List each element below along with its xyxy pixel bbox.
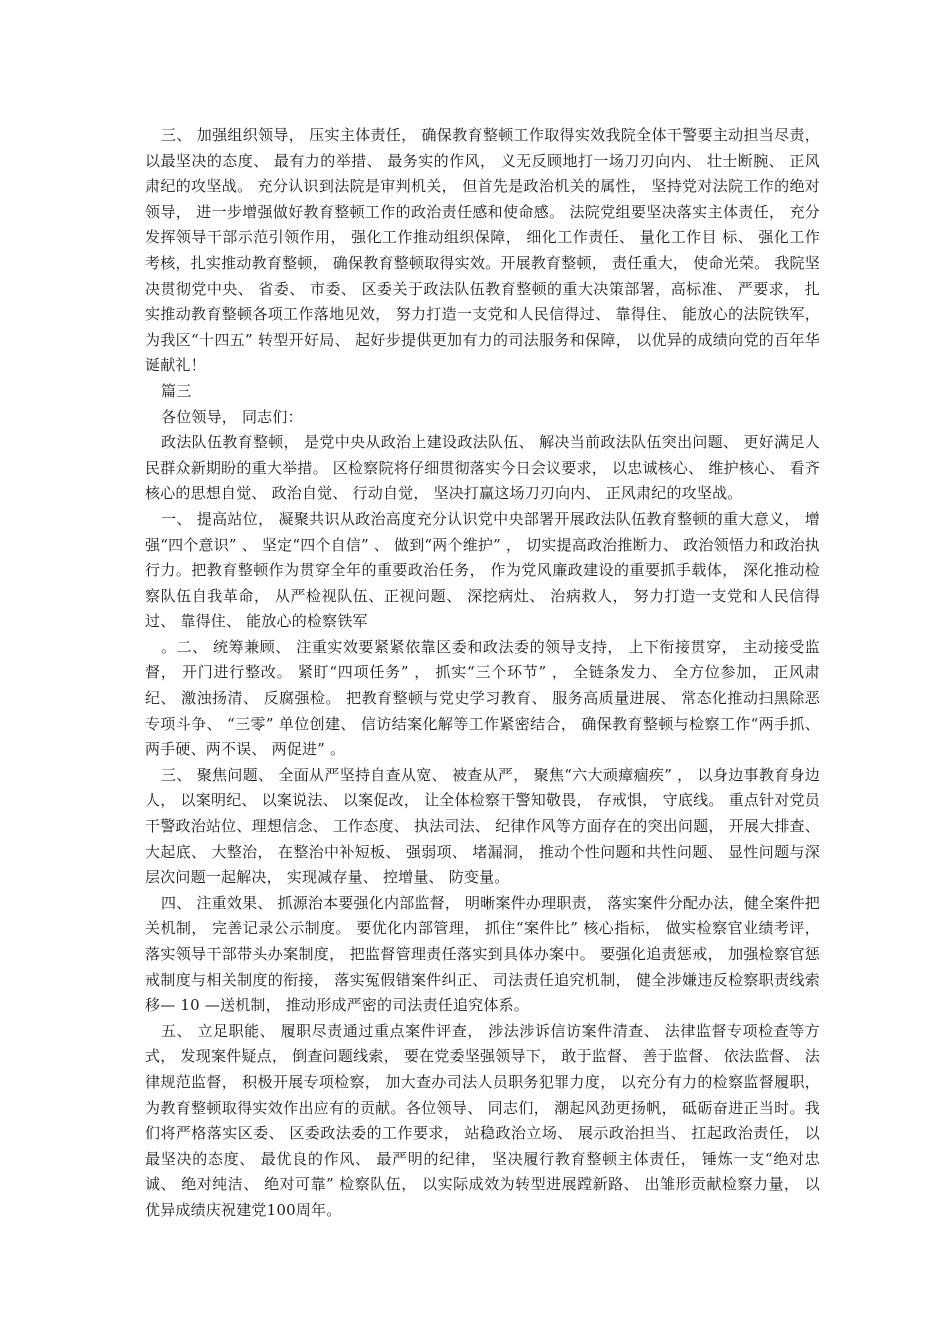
paragraph-point-one: 一、 提高站位， 凝聚共识从政治高度充分认识党中央部署开展政法队伍教育整顿的重大意义， 增强“四个意识” 、 坚定“四个自信” 、 做到“两个维护” ， 切实提高政治推断力、 政治领悟力和政治执行力。把教育整顿作为贯穿全年的重要政治任务， 作为党风廉政建设的重要抓手载体， 深化推动检察队伍自我革命， 从严检视队伍、正视问题、 深挖病灶、 治病救人， 努力打造一支党和人民信得过、 靠得住、 能放心的检察铁军	[145, 509, 820, 631]
paragraph-point-three: 三、 聚焦问题、 全面从严坚持自查从宽、 被查从严， 聚焦“六大顽瘴痼疾” ， 以身边事教育身边人， 以案明纪、 以案说法、 以案促改， 让全体检察干警知敬畏， 存戒惧， 守底线。 重点针对党员干警政治站位、理想信念、 工作态度、 执法司法、 纪律作风等方面存在的突出问题， 开展大排查、 大起底、 大整治， 在整治中补短板、 强弱项、 堵漏洞， 推动个性问题和共性问题、 显性问题与深层次问题一起解决， 实现减存量、 控增量、 防变量。	[145, 765, 820, 887]
paragraph-section-three-court: 三、 加强组织领导， 压实主体责任， 确保教育整顿工作取得实效我院全体干警要主动担当尽责， 以最坚决的态度、 最有力的举措、 最务实的作风， 义无反顾地打一场刀刃向内、 壮士断腕、 正风肃纪的攻坚战。 充分认识到法院是审判机关， 但首先是政治机关的属性， 坚持党对法院工作的绝对领导， 进一步增强做好教育整顿工作的政治责任感和使命感。 法院党组要坚决落实主体责任， 充分发挥领导干部示范引领作用， 强化工作推动组织保障， 细化工作责任、 量化工作目 标、 强化工作考核，扎实推动教育整顿， 确保教育整顿取得实效。开展教育整顿， 责任重大， 使命光荣。 我院坚决贯彻党中央、 省委、 市委、 区委关于政法队伍教育整顿的重大决策部署，高标准、 严要求， 扎实推动教育整顿各项工作落地见效， 努力打造一支党和人民信得过、 靠得住、 能放心的法院铁军， 为我区“十四五” 转型开好局、 起好步提供更加有力的司法服务和保障， 以优异的成绩向党的百年华诞献礼！	[145, 126, 820, 375]
paragraph-intro: 政法队伍教育整顿， 是党中央从政治上建设政法队伍、 解决当前政法队伍突出问题、 更好满足人民群众新期盼的重大举措。 区检察院将仔细贯彻落实今日会议要求， 以忠诚核心、 维护核心、 看齐核心的思想自觉、 政治自觉、 行动自觉， 坚决打赢这场刀刃向内、 正风肃纪的攻坚战。	[145, 433, 820, 503]
paragraph-point-four: 四、 注重效果、 抓源治本要强化内部监督， 明晰案件办理职责， 落实案件分配办法，健全案件把关机制， 完善记录公示制度。 要优化内部管理， 抓住“案件比” 核心指标， 做实检察官业绩考评， 落实领导干部带头办案制度， 把监督管理责任落实到具体办案中。 要强化追责惩戒， 加强检察官惩戒制度与相关制度的衔接， 落实冤假错案件纠正、 司法责任追究机制， 健全涉嫌违反检察职责线索移— 10 —送机制， 推动形成严密的司法责任追究体系。	[145, 893, 820, 1015]
section-heading-part-three: 篇三	[161, 381, 192, 400]
paragraph-point-five: 五、 立足职能、 履职尽责通过重点案件评查， 涉法涉诉信访案件清查、 法律监督专项检查等方式， 发现案件疑点， 倒查问题线索， 要在党委坚强领导下， 敢于监督、 善于监督、 依法监督、 法律规范监督， 积极开展专项检察， 加大查办司法人员职务犯罪力度， 以充分有力的检察监督履职， 为教育整顿取得实效作出应有的贡献。各位领导、 同志们， 潮起风劲更扬帆， 砥砺奋进正当时。我们将严格落实区委、 区委政法委的工作要求， 站稳政治立场、 展示政治担当、 扛起政治责任， 以最坚决的态度、 最优良的作风、 最严明的纪律， 坚决履行教育整顿主体责任， 锤炼一支“绝对忠诚、 绝对纯洁、 绝对可靠” 检察队伍， 以实际成效为转型进展蹚新路、 出雏形贡献检察力量， 以优异成绩庆祝建党100周年。	[145, 1021, 820, 1219]
paragraph-point-two: 。二、 统筹兼顾、 注重实效要紧紧依靠区委和政法委的领导支持， 上下衔接贯穿， 主动接受监督， 开门进行整改。 紧盯“四项任务” ， 抓实“三个环节” ， 全链条发力、 全方位参加， 正风肃纪、 激浊扬清、 反腐强检。 把教育整顿与党史学习教育、 服务高质量进展、 常态化推动扫黑除恶专项斗争、 “三零” 单位创建、 信访结案化解等工作紧密结合， 确保教育整顿与检察工作“两手抓、 两手硬、两不误、 两促进” 。	[145, 637, 820, 759]
salutation: 各位领导， 同志们：	[161, 407, 303, 426]
document-body	[145, 123, 820, 1224]
